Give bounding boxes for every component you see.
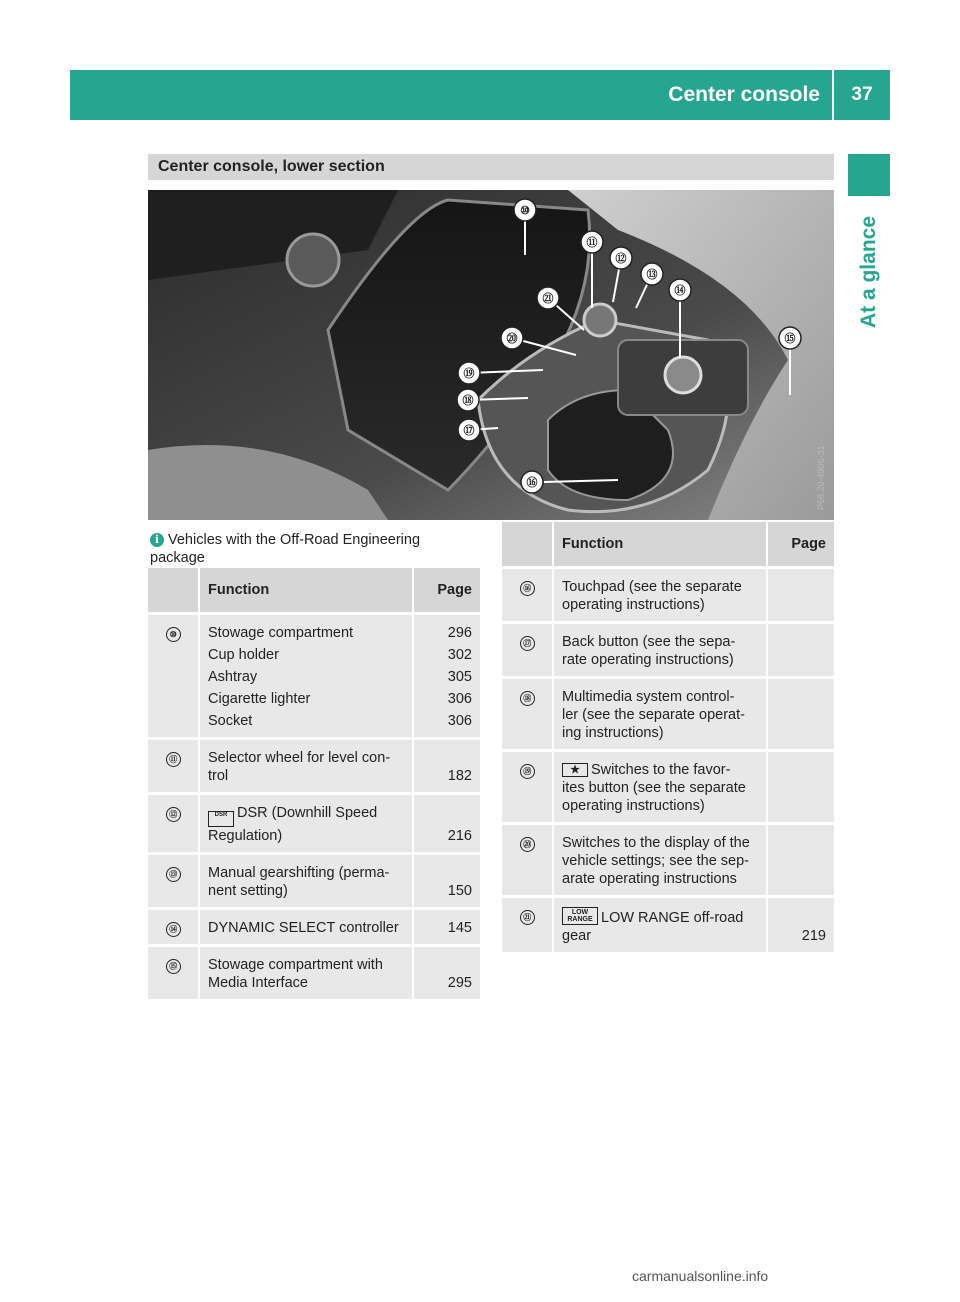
item-number: ⑳ (520, 837, 535, 852)
function-text: Selector wheel for level con- trol (208, 750, 391, 784)
col-function-header: Function (200, 568, 414, 612)
section-title: Center console, lower section (158, 158, 385, 175)
function-table-left (148, 568, 480, 999)
item-number: ⑫ (166, 807, 181, 822)
page-number: 37 (851, 84, 873, 105)
page-header (70, 70, 890, 120)
function-text: Switches to the display of the vehicle settings; see the sep- arate operating instructions (562, 835, 750, 887)
page-ref: 306 (447, 691, 472, 707)
function-text: Manual gearshifting (perma- nent setting) (208, 865, 390, 899)
page-ref: 306 (447, 713, 472, 729)
col-page-header: Page (768, 522, 834, 566)
function-text: Stowage compartment with Media Interface (208, 957, 383, 991)
low-range-icon: LOW RANGE (562, 907, 598, 925)
callout-15: ⑮ (784, 333, 796, 345)
function-text: Cup holder (208, 647, 279, 663)
level-selector-wheel (584, 304, 616, 336)
dsr-icon: DSR (208, 811, 234, 827)
function-text: Socket (208, 713, 253, 729)
watermark: carmanualsonline.info (632, 1268, 769, 1284)
callout-17: ⑰ (463, 425, 475, 437)
function-text: Multimedia system control- ler (see the separate operat- ing instructions) (562, 689, 745, 741)
item-number: ⑮ (166, 959, 181, 974)
callout-18: ⑱ (462, 395, 474, 407)
side-tab-label: At a glance (857, 215, 881, 329)
side-tab (846, 212, 892, 332)
section-heading (148, 154, 834, 180)
table-row (148, 907, 480, 944)
header-title: Center console (668, 83, 820, 106)
page-ref: 219 (801, 928, 826, 944)
callout-12: ⑫ (615, 253, 627, 265)
function-text: Back button (see the sepa- rate operating instructions) (562, 634, 736, 668)
callout-20: ⑳ (506, 333, 518, 345)
table-row (502, 749, 834, 822)
callout-14: ⑭ (674, 285, 686, 297)
function-text: LOW RANGE off-road gear (562, 910, 744, 944)
favorites-star-icon: ★ (562, 763, 588, 777)
page-ref: 216 (447, 828, 472, 844)
col-page-header: Page (414, 568, 480, 612)
callout-21: ㉑ (542, 293, 554, 305)
table-header-row (148, 568, 480, 612)
item-number: ⑱ (520, 691, 535, 706)
table-row (502, 822, 834, 895)
function-text: DSR (Downhill Speed Regulation) (208, 805, 378, 844)
item-number: ⑩ (166, 627, 181, 642)
table-row (502, 621, 834, 676)
image-code: P68.20-4906-31 (816, 445, 826, 510)
info-note (150, 531, 470, 567)
side-thumb-block (848, 154, 890, 196)
info-icon: i (150, 533, 164, 547)
function-text: Touchpad (see the separate operating instructions) (562, 579, 742, 613)
console-illustration (148, 190, 834, 520)
table-row (148, 612, 480, 737)
item-number: ⑯ (520, 581, 535, 596)
col-function-header: Function (554, 522, 768, 566)
page-ref: 145 (447, 920, 472, 936)
page-ref: 150 (447, 883, 472, 899)
table-row (148, 944, 480, 999)
item-number: ⑭ (166, 922, 181, 937)
table-row (502, 566, 834, 621)
dynamic-select-controller (665, 357, 701, 393)
info-note-text: Vehicles with the Off-Road Engineering package (150, 532, 421, 566)
table-row (148, 852, 480, 907)
function-text: Switches to the favor- ites button (see the separate operating instructions) (562, 762, 746, 814)
page-ref: 305 (447, 669, 472, 685)
callout-16: ⑯ (526, 477, 538, 489)
page-ref: 295 (447, 975, 472, 991)
item-number: ⑰ (520, 636, 535, 651)
page-ref: 182 (447, 768, 472, 784)
function-text: Ashtray (208, 669, 258, 685)
function-table-right (502, 522, 834, 952)
page-ref: 302 (447, 647, 472, 663)
item-number: ⑪ (166, 752, 181, 767)
callout-10: ⑩ (520, 205, 530, 217)
gauge-dial (287, 234, 339, 286)
col-number-header (502, 522, 554, 566)
function-text: Stowage compartment (208, 625, 354, 641)
table-row (148, 737, 480, 792)
callout-11: ⑪ (586, 237, 598, 249)
function-text: Cigarette lighter (208, 691, 311, 707)
col-number-header (148, 568, 200, 612)
item-number: ㉑ (520, 910, 535, 925)
page-ref: 296 (447, 625, 472, 641)
table-header-row (502, 522, 834, 566)
callout-13: ⑬ (646, 269, 658, 281)
center-console-photo (148, 190, 834, 520)
item-number: ⑲ (520, 764, 535, 779)
item-number: ⑬ (166, 867, 181, 882)
table-row (502, 676, 834, 749)
table-row (502, 895, 834, 952)
table-row (148, 792, 480, 852)
function-text: DYNAMIC SELECT controller (208, 920, 399, 936)
callout-19: ⑲ (463, 368, 475, 380)
